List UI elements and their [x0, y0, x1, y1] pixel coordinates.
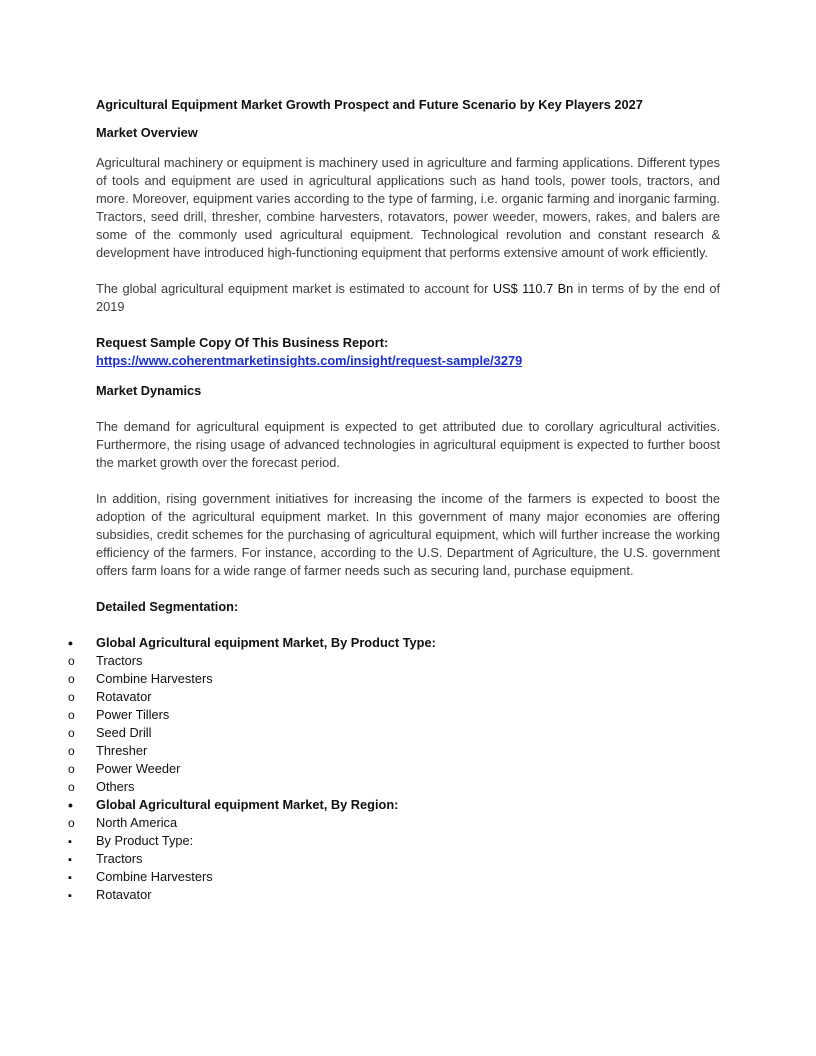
segmentation-item [96, 796, 720, 814]
document-title: Agricultural Equipment Market Growth Prospect and Future Scenario by Key Players 2027 [96, 97, 643, 112]
market-overview-heading: Market Overview [96, 125, 198, 140]
segmentation-item [96, 886, 720, 904]
segmentation-item-text: Seed Drill [96, 725, 152, 740]
market-size-text-before: The global agricultural equipment market is estimated to account for [96, 281, 493, 296]
segmentation-item-text: Rotavator [96, 887, 152, 902]
segmentation-item-text: Global Agricultural equipment Market, By Product Type: [96, 635, 436, 650]
disc-bullet-icon [68, 634, 88, 653]
segmentation-item [96, 688, 720, 706]
segmentation-item-text: Rotavator [96, 689, 152, 704]
market-dynamics-paragraph-2: In addition, rising government initiatives for increasing the income of the farmers is expected to boost the adoption of the agricultural equipment market. In this government of many major economies are offering subsidies, credit schemes for the purchasing of agricultural equipment, which will further increase the working efficiency of the farmers. For instance, according to the U.S. Department of Agriculture, the U.S. government offers farm loans for a wide range of farmer needs such as securing land, purchase equipment. [96, 491, 720, 578]
segmentation-item-text: Thresher [96, 743, 148, 758]
segmentation-item-text: Others [96, 779, 135, 794]
circle-bullet-icon [68, 706, 88, 724]
circle-bullet-icon [68, 814, 88, 832]
segmentation-item [96, 760, 720, 778]
segmentation-item [96, 724, 720, 742]
segmentation-item [96, 706, 720, 724]
square-bullet-icon [68, 886, 88, 905]
request-sample-link[interactable]: https://www.coherentmarketinsights.com/insight/request-sample/3279 [96, 353, 523, 368]
request-sample-label: Request Sample Copy Of This Business Report: [96, 335, 389, 350]
segmentation-item-text: By Product Type: [96, 833, 194, 848]
market-dynamics-paragraph-1: The demand for agricultural equipment is expected to get attributed due to corollary agricultural activities. Furthermore, the rising usage of advanced technologies in agricultural equipment is expected to further boost the market growth over the forecast period. [96, 419, 720, 470]
segmentation-item [96, 832, 720, 850]
segmentation-item-text: Tractors [96, 851, 143, 866]
segmentation-item-text: Power Weeder [96, 761, 181, 776]
segmentation-item-text: North America [96, 815, 178, 830]
segmentation-item-text: Power Tillers [96, 707, 170, 722]
circle-bullet-icon [68, 652, 88, 670]
circle-bullet-icon [68, 724, 88, 742]
segmentation-item-text: Combine Harvesters [96, 671, 213, 686]
segmentation-item [96, 778, 720, 796]
circle-bullet-icon [68, 670, 88, 688]
market-dynamics-heading: Market Dynamics [96, 383, 202, 398]
square-bullet-icon [68, 868, 88, 887]
segmentation-heading: Detailed Segmentation: [96, 599, 239, 614]
segmentation-item [96, 670, 720, 688]
market-overview-paragraph-1: Agricultural machinery or equipment is machinery used in agriculture and farming applications. Different types of tools and equipment are used in agricultural applications such as hand tools, power tools, tractors, and more. Moreover, equipment varies according to the type of farming, i.e. organic farming and inorganic farming. Tractors, seed drill, thresher, combine harvesters, rotavators, power weeder, mowers, rakes, and balers are some of the commonly used agricultural equipment. Technological revolution and constant research & development have introduced high-functioning equipment that performs extensive amount of work efficiently. [96, 155, 720, 260]
segmentation-item [96, 850, 720, 868]
segmentation-item-text: Global Agricultural equipment Market, By Region: [96, 797, 399, 812]
circle-bullet-icon [68, 760, 88, 778]
segmentation-item [96, 652, 720, 670]
segmentation-item-text: Combine Harvesters [96, 869, 213, 884]
circle-bullet-icon [68, 688, 88, 706]
square-bullet-icon [68, 832, 88, 851]
request-sample-block [96, 334, 720, 370]
circle-bullet-icon [68, 778, 88, 796]
square-bullet-icon [68, 850, 88, 869]
segmentation-item [96, 634, 720, 652]
document-content [96, 96, 720, 904]
segmentation-item [96, 814, 720, 832]
segmentation-item [96, 868, 720, 886]
segmentation-item-text: Tractors [96, 653, 143, 668]
market-overview-paragraph-2 [96, 280, 720, 316]
circle-bullet-icon [68, 742, 88, 760]
market-size-value: US$ 110.7 Bn [492, 281, 574, 296]
disc-bullet-icon [68, 796, 88, 815]
segmentation-item [96, 742, 720, 760]
segmentation-list [96, 634, 720, 904]
market-size-text-after: in terms of by the end of 2019 [96, 281, 721, 314]
